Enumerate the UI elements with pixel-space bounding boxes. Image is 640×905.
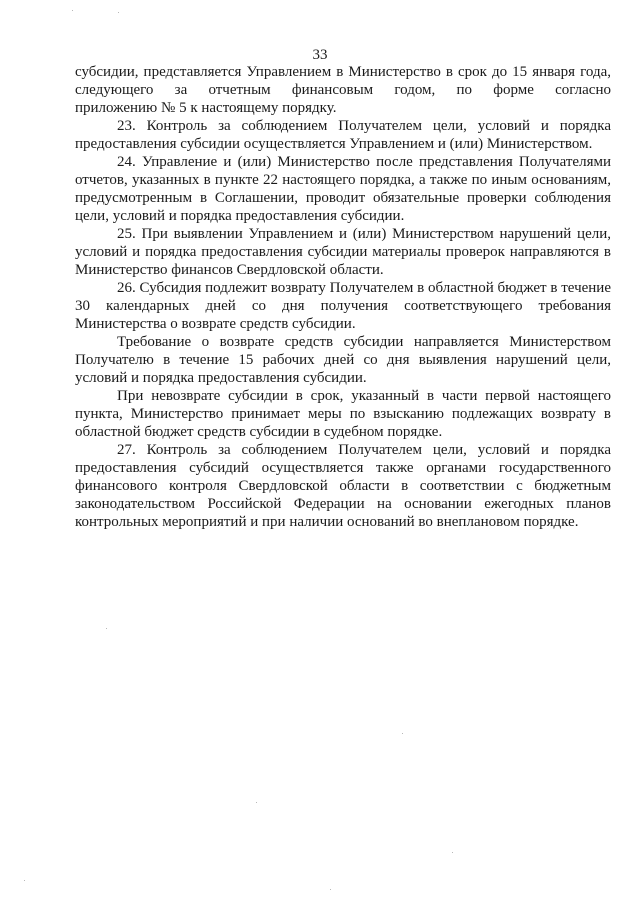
paragraph-continuation-line-3: приложению № 5 к настоящему порядку. <box>75 100 337 116</box>
scan-speck <box>118 12 119 13</box>
paragraph-item-26: 26. Субсидия подлежит возврату Получателем в областной бюджет в течение 30 календарных дней со дня получения соответствующего требования Министерства о возврате средств субсидии. <box>75 280 611 332</box>
scan-speck <box>330 889 331 890</box>
paragraph-item-25: 25. При выявлении Управлением и (или) Министерством нарушений цели, условий и порядка предоставления субсидии материалы проверок направляются в Министерство финансов Свердловской области. <box>75 226 611 278</box>
paragraph-item-27: 27. Контроль за соблюдением Получателем цели, условий и порядка предоставления субсидий осуществляется также органами государственного финансового контроля Свердловской области в соответствии с бюджетным законодательством Российской Федерации на основании ежегодных планов контрольных мероприятий и при наличии оснований во внеплановом порядке. <box>75 442 611 530</box>
paragraph-continuation-line-2: следующего за отчетным финансовым годом, по форме согласно <box>75 82 611 98</box>
paragraph-continuation-line-1: субсидии, представляется Управлением в Министерство в срок до 15 января года, <box>75 64 611 80</box>
paragraph-item-24: 24. Управление и (или) Министерство после представления Получателями отчетов, указанных в пункте 22 настоящего порядка, а также по иным основаниям, предусмотренным в Соглашении, проводит обязательные проверки соблюдения цели, условий и порядка предоставления субсидии. <box>75 154 611 224</box>
scan-speck <box>452 852 453 853</box>
page-number: 33 <box>312 47 328 63</box>
paragraph-item-26-demand: Требование о возврате средств субсидии направляется Министерством Получателю в течение 15 рабочих дней со дня выявления нарушений цели, условий и порядка предоставления субсидии. <box>75 334 611 386</box>
scan-speck <box>72 10 73 11</box>
document-body <box>75 63 611 531</box>
paragraph-item-26-nonreturn: При невозврате субсидии в срок, указанный в части первой настоящего пункта, Министерство принимает меры по взысканию подлежащих возврату в областной бюджет средств субсидии в судебном порядке. <box>75 388 611 440</box>
scan-speck <box>256 802 257 803</box>
scan-speck <box>402 733 403 734</box>
scan-speck <box>106 628 107 629</box>
paragraph-item-23: 23. Контроль за соблюдением Получателем цели, условий и порядка предоставления субсидии осуществляется Управлением и (или) Министерством. <box>75 118 611 152</box>
scan-speck <box>24 880 25 881</box>
